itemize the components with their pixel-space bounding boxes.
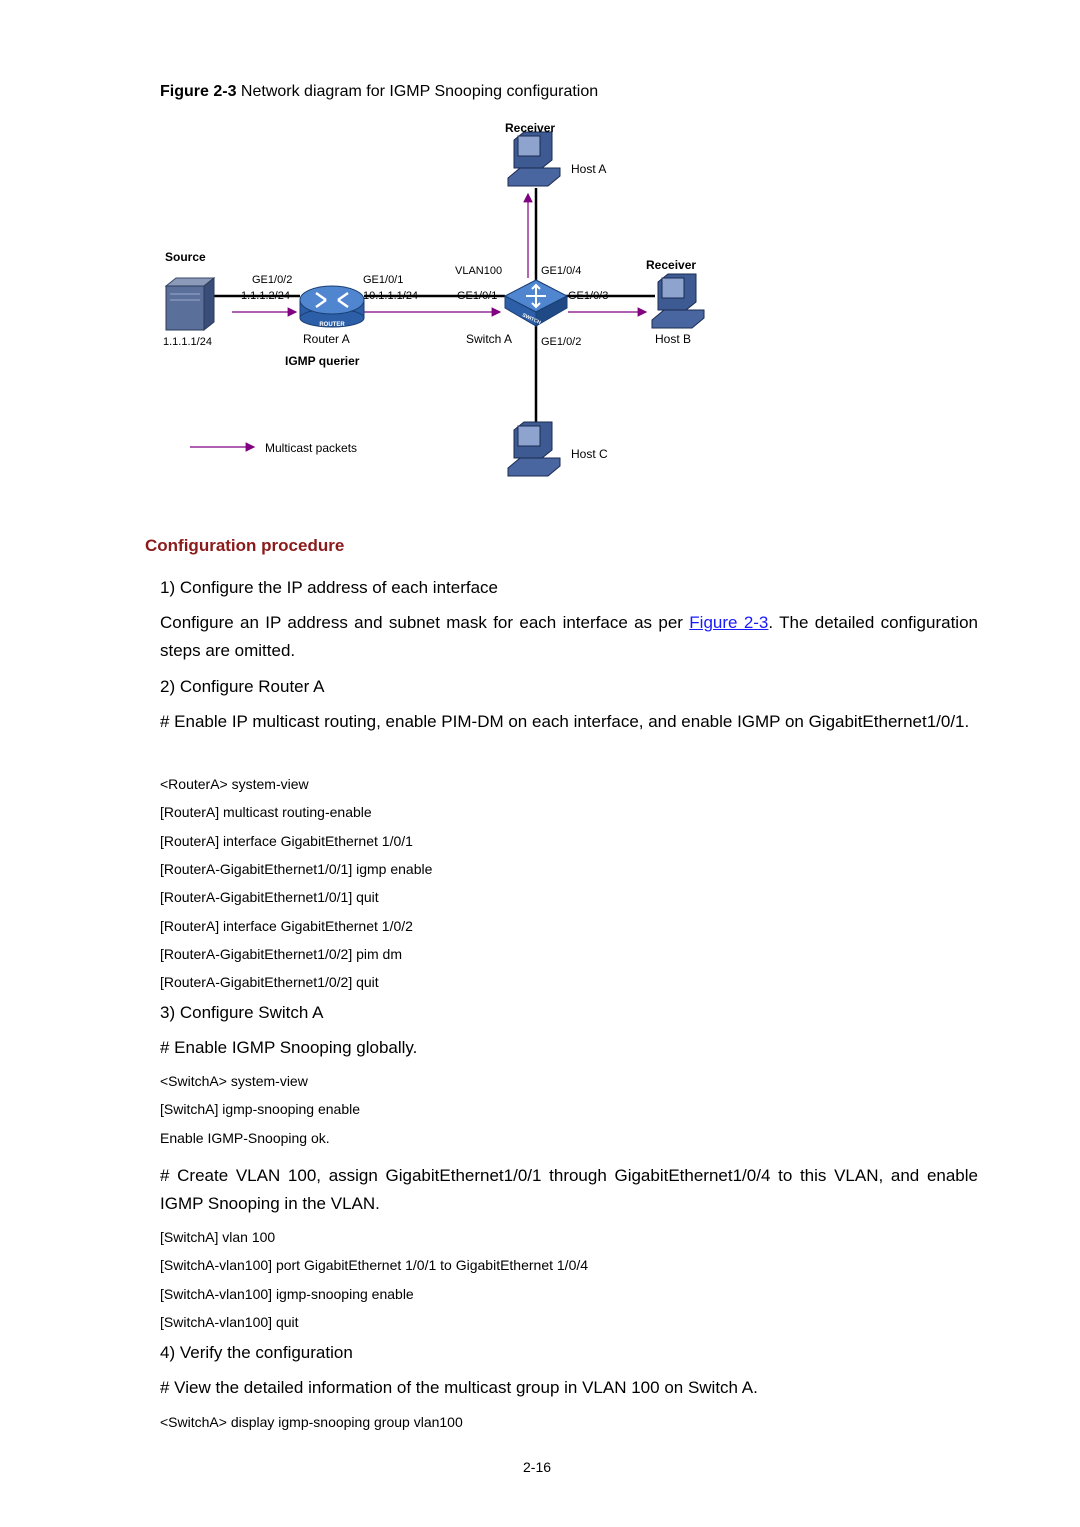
source-port-label: GE1/0/2 (252, 274, 293, 286)
step-2: 2) Configure Router A (160, 677, 325, 696)
code-line: [RouterA-GigabitEthernet1/0/2] pim dm (160, 945, 403, 962)
code-line: [RouterA] multicast routing-enable (160, 804, 372, 821)
host-b-label: Host B (655, 332, 692, 346)
source-ip-label: 1.1.1.1/24 (163, 336, 212, 348)
host-a-icon (508, 132, 560, 186)
page-number: 2-16 (523, 1459, 552, 1475)
figure-caption-text: Network diagram for IGMP Snooping configuration (236, 83, 599, 100)
router-port-ip-label: 10.1.1.1/24 (363, 290, 419, 302)
code-line: [RouterA] interface GigabitEthernet 1/0/1 (160, 832, 413, 849)
code-line: <SwitchA> system-view (160, 1073, 308, 1089)
code-line: [RouterA-GigabitEthernet1/0/1] igmp enable (160, 860, 433, 877)
paragraph-3: # Enable IGMP Snooping globally. (160, 1038, 418, 1057)
code-line: <SwitchA> display igmp-snooping group vlan100 (160, 1414, 463, 1430)
step-1: 1) Configure the IP address of each interface (160, 578, 498, 597)
code-line: [RouterA-GigabitEthernet1/0/2] quit (160, 974, 379, 991)
host-c-label: Host C (571, 447, 608, 461)
paragraph-5: # View the detailed information of the multicast group in VLAN 100 on Switch A. (160, 1378, 758, 1397)
code-line: <RouterA> system-view (160, 776, 309, 792)
code-line: [RouterA-GigabitEthernet1/0/1] quit (160, 889, 379, 906)
source-port-ip-label: 1.1.1.2/24 (241, 290, 290, 302)
paragraph-4: # Create VLAN 100, assign GigabitEthernet1/0/1 through GigabitEthernet1/0/4 to this VLAN, and enable IGMP Snooping in the VLAN. (160, 1166, 978, 1213)
host-b-icon (652, 274, 704, 328)
switch-badge: SWITCH (521, 312, 542, 327)
switch-ge103-label: GE1/0/3 (568, 290, 609, 302)
router-badge: ROUTER (319, 322, 345, 328)
vlan-label: VLAN100 (455, 265, 503, 277)
switch-icon (505, 280, 567, 326)
section-title: Configuration procedure (145, 536, 345, 555)
router-icon (300, 286, 364, 328)
code-line: [SwitchA-vlan100] port GigabitEthernet 1/0/1 to GigabitEthernet 1/0/4 (160, 1257, 589, 1274)
paragraph-1-text-a: Configure an IP address and subnet mask for each interface as per (160, 613, 690, 632)
code-line: [SwitchA] vlan 100 (160, 1229, 276, 1245)
paragraph-1 (160, 609, 978, 665)
figure-link[interactable]: Figure 2-3 (689, 613, 769, 632)
code-line: [RouterA] interface GigabitEthernet 1/0/2 (160, 917, 413, 934)
paragraph-1-text-b: . The detailed configuration steps are omitted. (160, 613, 978, 660)
router-port-label: GE1/0/1 (363, 274, 404, 286)
code-line: [SwitchA-vlan100] quit (160, 1313, 299, 1330)
switch-ge102-label: GE1/0/2 (541, 336, 582, 348)
code-line: [SwitchA] igmp-snooping enable (160, 1101, 361, 1118)
code-line: [SwitchA-vlan100] igmp-snooping enable (160, 1285, 414, 1302)
switch-ge104-label: GE1/0/4 (541, 265, 582, 277)
host-c-icon (508, 422, 560, 476)
router-a-label: Router A (303, 332, 350, 346)
server-icon (166, 278, 214, 330)
receiver-top-label: Receiver (505, 121, 556, 135)
figure-caption-label: Figure 2-3 (160, 83, 237, 100)
legend-label: Multicast packets (265, 441, 358, 455)
receiver-right-label: Receiver (646, 258, 697, 272)
host-a-label: Host A (571, 162, 607, 176)
paragraph-2: # Enable IP multicast routing, enable PIM-DM on each interface, and enable IGMP on GigabitEthernet1/0/1. (160, 712, 970, 731)
code-line: Enable IGMP-Snooping ok. (160, 1129, 330, 1146)
source-label: Source (165, 250, 206, 264)
step-3: 3) Configure Switch A (160, 1003, 324, 1022)
step-4: 4) Verify the configuration (160, 1343, 353, 1362)
switch-a-label: Switch A (466, 332, 513, 346)
network-diagram (0, 0, 1080, 500)
switch-ge101-label: GE1/0/1 (457, 290, 498, 302)
igmp-querier-label: IGMP querier (285, 354, 360, 368)
